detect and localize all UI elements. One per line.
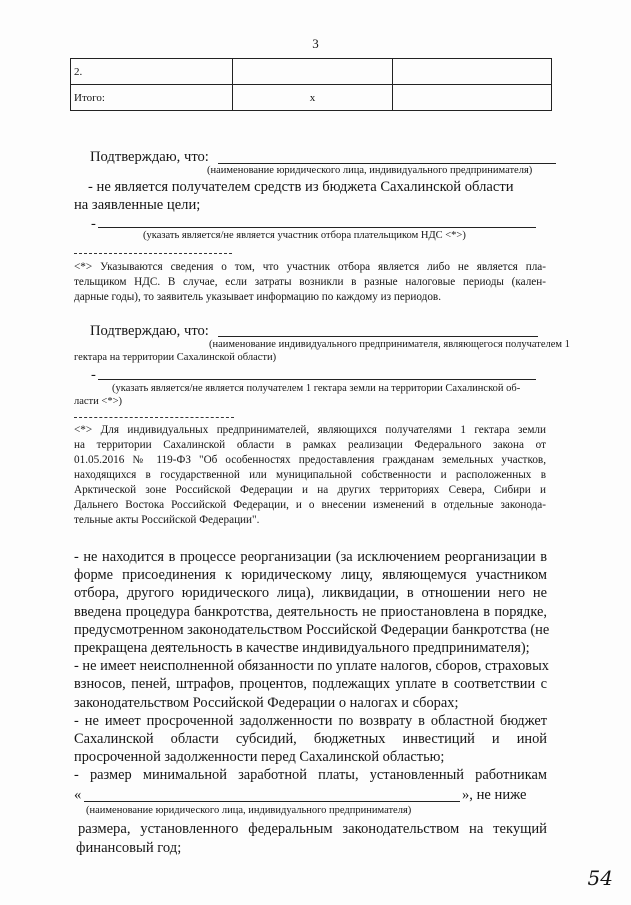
wage-name-line bbox=[84, 801, 460, 802]
body-line: просроченной задолженности перед Сахалинской областью; bbox=[74, 749, 445, 766]
confirm1-dash: - bbox=[91, 216, 96, 232]
table-cell bbox=[393, 85, 552, 111]
confirm1-hint: (наименование юридического лица, индивидуального предпринимателя) bbox=[207, 165, 533, 176]
confirm1-statement: - не является получателем средств из бюджета Сахалинской области bbox=[88, 179, 514, 195]
confirm2-hint-cont: гектара на территории Сахалинской области) bbox=[74, 352, 277, 363]
table-row bbox=[71, 59, 552, 85]
wage-text: размера, установленного федеральным законодательством на текущий bbox=[78, 821, 547, 837]
wage-hint: (наименование юридического лица, индивидуального предпринимателя) bbox=[86, 805, 412, 816]
confirm2-dash: - bbox=[91, 367, 96, 383]
body-line: взносов, пеней, штрафов, процентов, подлежащих уплате в соответствии с bbox=[74, 676, 547, 693]
body-line: предусмотренном законодательством Российской Федерации банкротства (не bbox=[74, 621, 550, 638]
table-cell-total-label: Итого: bbox=[71, 85, 233, 111]
body-line: - не имеет просроченной задолженности по возврату в областной бюджет bbox=[74, 712, 547, 729]
confirm1-footnote: <*> Указываются сведения о том, что участник отбора является либо не является пла- тельщиком НДС. В случае, если затраты возникли в разные налоговые периоды (кален- дарные годы), то заявитель указывает информацию по каждому из периодов. bbox=[74, 261, 546, 303]
body-line: - не находится в процессе реорганизации (за исключением реорганизации в bbox=[74, 549, 547, 565]
table-cell: x bbox=[233, 85, 393, 111]
confirm1-vat-line bbox=[98, 227, 536, 228]
table-cell bbox=[233, 59, 393, 85]
confirm2-name-line bbox=[218, 336, 538, 337]
body-line: форме присоединения к юридическому лицу, являющемуся участником bbox=[74, 567, 547, 584]
confirm1-vat-hint: (указать является/не является участник отбора плательщиком НДС <*>) bbox=[143, 230, 466, 241]
confirm2-hint: (наименование индивидуального предпринимателя, являющегося получателем 1 bbox=[209, 339, 570, 350]
wage-close-quote: », не ниже bbox=[462, 787, 527, 803]
conditions-paragraph bbox=[74, 548, 550, 785]
body-line: - размер минимальной заработной платы, установленный работникам bbox=[74, 767, 547, 784]
table-row bbox=[71, 85, 552, 111]
handwritten-page-number: 54 bbox=[587, 866, 613, 890]
confirm2-hectare-line bbox=[98, 379, 536, 380]
body-line: введена процедура банкротства, деятельность не приостановлена в порядке, bbox=[74, 603, 547, 620]
body-line: отбора, другого юридического лица), ликвидации, в отношении него не bbox=[74, 585, 547, 602]
page-number: 3 bbox=[312, 36, 319, 51]
wage-open-quote: « bbox=[74, 787, 82, 803]
body-line: Сахалинской области субсидий, бюджетных инвестиций и иной bbox=[74, 731, 547, 748]
footnote-separator bbox=[74, 253, 232, 254]
table-cell: 2. bbox=[71, 59, 233, 85]
confirm2-hectare-hint: (указать является/не является получателем 1 гектара земли на территории Сахалинской об- bbox=[112, 383, 521, 394]
confirm2-label: Подтверждаю, что: bbox=[90, 323, 209, 339]
body-line: - не имеет неисполненной обязанности по уплате налогов, сборов, страховых bbox=[74, 658, 549, 675]
wage-text-cont: финансовый год; bbox=[76, 840, 182, 856]
table-cell bbox=[393, 59, 552, 85]
footnote-separator bbox=[74, 417, 234, 418]
confirm1-label: Подтверждаю, что: bbox=[90, 149, 209, 165]
summary-table bbox=[70, 58, 552, 111]
confirm1-name-line bbox=[218, 163, 556, 164]
confirm2-footnote: <*> Для индивидуальных предпринимателей, являющихся получателями 1 гектара земли на территории Сахалинской области в рамках реализации Федерального закона от 01.05.2016 № 119-ФЗ "Об особенностях предоставления гражданам земельных участков, находящихся в государственной или муниципальной собственности и расположенных в Арктической зоне Российской Федерации и на других территориях Севера, Сибири и Дальнего Востока Российской Федерации, и о внесении изменений в отдельные законода- тельные акты Российской Федерации". bbox=[74, 424, 546, 526]
confirm2-hectare-hint-cont: ласти <*>) bbox=[74, 396, 122, 407]
body-line: законодательством Российской Федерации о налогах и сборах; bbox=[74, 694, 459, 711]
confirm1-statement-cont: на заявленные цели; bbox=[74, 197, 201, 213]
body-line: прекращена деятельность в качестве индивидуального предпринимателя); bbox=[74, 640, 530, 657]
